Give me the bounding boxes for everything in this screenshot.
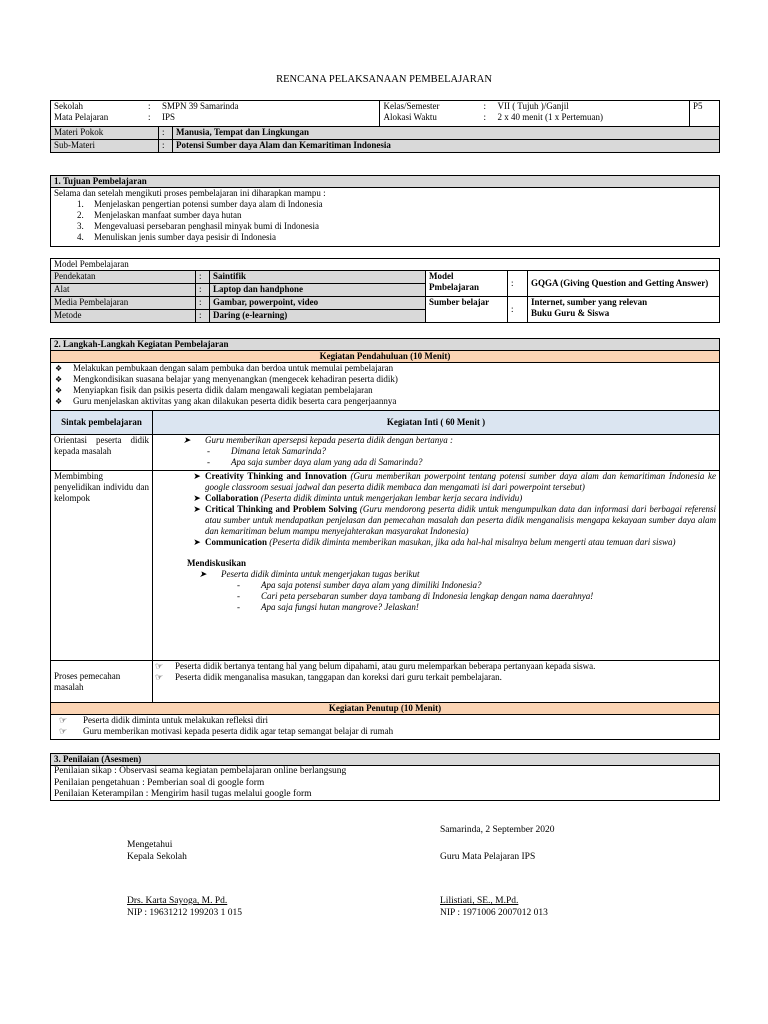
pendahuluan-list (51, 363, 719, 407)
pointing-hand-icon: ☞ (155, 671, 164, 682)
signature-right-nip: NIP : 1971006 2007012 013 (440, 908, 548, 918)
c4-item (153, 537, 716, 548)
penutup-cell (51, 715, 720, 740)
colon: : (196, 284, 210, 297)
school-cell (51, 101, 380, 127)
c3-text: (Guru mendorong peserta didik untuk mengumpulkan data dan informasi dari berbagai referensi atau sumber untuk mendapatkan penjelasan dan pemecahan masalah dan peserta didik menganalisis mengapa kekayaan sumber daya alam dan kemaritiman belum mampu menyejahterakan masyarakat Indonesia) (205, 503, 717, 536)
sumber-value-1: Internet, sumber yang relevan (531, 297, 648, 307)
alokasi-value: 2 x 40 menit (1 x Pertemuan) (497, 111, 603, 122)
arrow-icon: ➤ (193, 492, 203, 503)
penilaian-heading: 3. Penilaian (Asesmen) (51, 754, 719, 766)
alat-label: Alat (51, 284, 196, 297)
list-item-text: Guru memberikan motivasi kepada peserta didik agar tetap semangat belajar di rumah (83, 725, 394, 736)
colon: : (196, 297, 210, 310)
pointing-hand-icon: ☞ (59, 715, 68, 725)
alat-value: Laptop dan handphone (210, 284, 426, 297)
list-item: ❖ Guru menjelaskan aktivitas yang akan dilakukan peserta didik beserta cara pengerjaannya (55, 396, 719, 407)
kelas-value: VII ( Tujuh )/Ganjil (497, 101, 569, 111)
membimbing-cell (153, 471, 720, 661)
c1-item (153, 471, 716, 493)
list-item (155, 661, 716, 672)
submateri-label: Sub-Materi (51, 140, 159, 153)
signature-left-line2: Kepala Sekolah (127, 852, 187, 862)
colon: : (508, 297, 528, 323)
colon: : (148, 101, 151, 111)
pemecahan-label: Proses pemecahan masalah (51, 661, 153, 703)
list-item-text: Peserta didik diminta untuk melakukan refleksi diri (83, 715, 268, 725)
list-item: - Apa saja fungsi hutan mangrove? Jelaskan! (237, 602, 716, 613)
list-item: 3. Mengevaluasi persebaran penghasil minyak bumi di Indonesia (86, 221, 719, 232)
model-label: Model Pmbelajaran (426, 271, 508, 297)
sumber-value (528, 297, 720, 323)
colon: : (159, 140, 173, 153)
list-item: 4. Menuliskan jenis sumber daya pesisir di Indonesia (86, 232, 719, 243)
sumber-label: Sumber belajar (426, 297, 508, 323)
pointing-hand-icon: ☞ (155, 661, 164, 671)
identity-table (50, 100, 720, 127)
pemecahan-cell (153, 661, 720, 703)
list-item: 1. Menjelaskan pengertian potensi sumber daya alam di Indonesia (86, 199, 719, 210)
list-item: - Cari peta persebaran sumber daya tambang di Indonesia lengkap dengan nama daerahnya! (237, 591, 716, 602)
list-item: - Apa saja sumber daya alam yang ada di Samarinda? (207, 457, 719, 468)
signature-left-name: Drs. Karta Sayoga, M. Pd. (127, 896, 228, 906)
pendahuluan-cell (51, 363, 720, 411)
orientasi-questions (153, 446, 719, 468)
c2-text: (Peserta didik diminta untuk mengerjakan lembar kerja secara individu) (260, 492, 523, 503)
colon: : (483, 101, 486, 111)
penutup-list (51, 715, 719, 737)
list-item: 2. Menjelaskan manfaat sumber daya hutan (86, 210, 719, 221)
c1-title: Creativity Thinking and Innovation (205, 471, 347, 481)
list-item: ❖ Mengkondisikan suasana belajar yang menyenangkan (mengecek kehadiran peserta didik) (55, 374, 719, 385)
diskusi-questions (153, 580, 716, 613)
media-value: Gambar, powerpoint, video (210, 297, 426, 310)
sintak-header: Sintak pembelajaran (51, 411, 153, 435)
penilaian-item: Penilaian sikap : Observasi seama kegiatan pembelajaran online berlangsung (54, 766, 347, 776)
code-cell: P5 (690, 101, 720, 127)
sumber-value-2: Buku Guru & Siswa (531, 307, 610, 318)
c3-item (153, 504, 716, 537)
c2-item (153, 493, 716, 504)
model-value: GQGA (Giving Question and Getting Answer) (528, 271, 720, 297)
c2-title: Collaboration (205, 492, 259, 503)
metode-value: Daring (e-learning) (210, 310, 426, 323)
list-item: ➤ Guru memberikan apersepsi kepada peserta didik dengan bertanya : (157, 435, 719, 446)
signature-left-nip: NIP : 19631212 199203 1 015 (127, 908, 242, 918)
c3-title: Critical Thinking and Problem Solving (205, 503, 358, 514)
metode-label: Metode (51, 310, 196, 323)
list-item-text: Peserta didik menganalisa masukan, tanggapan dan koreksi dari guru terkait pembelajaran. (175, 671, 502, 682)
langkah-heading: 2. Langkah-Langkah Kegiatan Pembelajaran (51, 339, 720, 351)
materi-label: Materi Pokok (51, 127, 159, 140)
tujuan-list (51, 199, 719, 243)
orientasi-cell (153, 435, 720, 471)
colon: : (148, 111, 151, 122)
mapel-value: IPS (162, 111, 176, 122)
signature-right-title: Guru Mata Pelajaran IPS (440, 852, 536, 862)
penilaian-item: Penilaian pengetahuan : Pemberian soal di google form (54, 777, 265, 788)
signature-right-name: Lilistiati, SE., M.Pd. (440, 896, 519, 906)
pemecahan-list (153, 661, 716, 683)
penilaian-section (50, 753, 720, 801)
arrow-icon: ➤ (193, 471, 203, 481)
tujuan-intro: Selama dan setelah mengikuti proses pembelajaran ini diharapkan mampu : (54, 188, 326, 198)
place-date: Samarinda, 2 September 2020 (440, 825, 555, 835)
mapel-label: Mata Pelajaran (54, 111, 109, 122)
c4-text: (Peserta didik diminta memberikan masukan, jika ada hal-hal misalnya belum mengerti atau temuan dari siswa) (269, 536, 676, 547)
model-table (50, 258, 720, 323)
alokasi-label: Alokasi Waktu (383, 111, 437, 122)
colon: : (159, 127, 173, 140)
materi-value: Manusia, Tempat dan Lingkungan (173, 127, 720, 140)
tujuan-section (50, 175, 720, 247)
penilaian-item: Penilaian Keterampilan : Mengirim hasil tugas melalui google form (54, 789, 312, 800)
c1-text: (Guru memberikan powerpoint tentang potensi sumber daya alam dan kemaritiman Indonesia ke google classroom sesuai jadwal dan peserta didik membaca dan mengamati isi dari powerpoint tersebut) (205, 471, 717, 492)
arrow-icon: ➤ (193, 536, 203, 547)
orientasi-label: Orientasi peserta didik kepada masalah (51, 435, 153, 471)
submateri-value: Potensi Sumber daya Alam dan Kemaritiman Indonesia (173, 140, 720, 153)
c4-title: Communication (205, 536, 268, 547)
pendekatan-label: Pendekatan (51, 271, 196, 284)
list-item-text: Peserta didik bertanya tentang hal yang belum dipahami, atau guru melemparkan beberapa pertanyaan kepada siswa. (175, 661, 596, 671)
list-item: ❖ Menyiapkan fisik dan psikis peserta didik dalam mengawali kegiatan pembelajaran (55, 385, 719, 396)
arrow-icon: ➤ (193, 503, 203, 514)
list-item: - Apa saja potensi sumber daya alam yang dimiliki Indonesia? (237, 580, 716, 591)
orientasi-list (153, 435, 719, 446)
colon: : (508, 271, 528, 297)
list-item: ➤ Peserta didik diminta untuk mengerjakan tugas berikut (173, 569, 716, 580)
materi-table (50, 126, 720, 153)
colon: : (483, 111, 486, 122)
media-label: Media Pembelajaran (51, 297, 196, 310)
model-heading: Model Pembelajaran (51, 259, 720, 271)
mendiskusikan-label: Mendiskusikan (187, 557, 247, 568)
pointing-hand-icon: ☞ (59, 725, 68, 736)
sekolah-value: SMPN 39 Samarinda (162, 101, 239, 111)
colon: : (196, 310, 210, 323)
langkah-table (50, 338, 720, 740)
sekolah-label: Sekolah (54, 101, 83, 111)
penutup-title: Kegiatan Penutup (10 Menit) (51, 703, 720, 715)
pendekatan-value: Saintifik (210, 271, 426, 284)
list-item: - Dimana letak Samarinda? (207, 446, 719, 457)
pendahuluan-title: Kegiatan Pendahuluan (10 Menit) (51, 351, 720, 363)
list-item (59, 715, 719, 726)
colon: : (196, 271, 210, 284)
diskusi-list (153, 569, 716, 580)
class-cell (380, 101, 690, 127)
membimbing-label: Membimbing penyelidikan individu dan kelompok (51, 471, 153, 661)
inti-header: Kegiatan Inti ( 60 Menit ) (153, 411, 720, 435)
tujuan-heading: 1. Tujuan Pembelajaran (51, 176, 719, 188)
signature-left-line1: Mengetahui (127, 840, 173, 850)
document-title: RENCANA PELAKSANAAN PEMBELAJARAN (276, 74, 492, 85)
list-item: ❖ Melakukan pembukaan dengan salam pembuka dan berdoa untuk memulai pembelajaran (55, 363, 719, 374)
list-item (155, 672, 716, 683)
kelas-label: Kelas/Semester (383, 101, 440, 111)
list-item (59, 726, 719, 737)
